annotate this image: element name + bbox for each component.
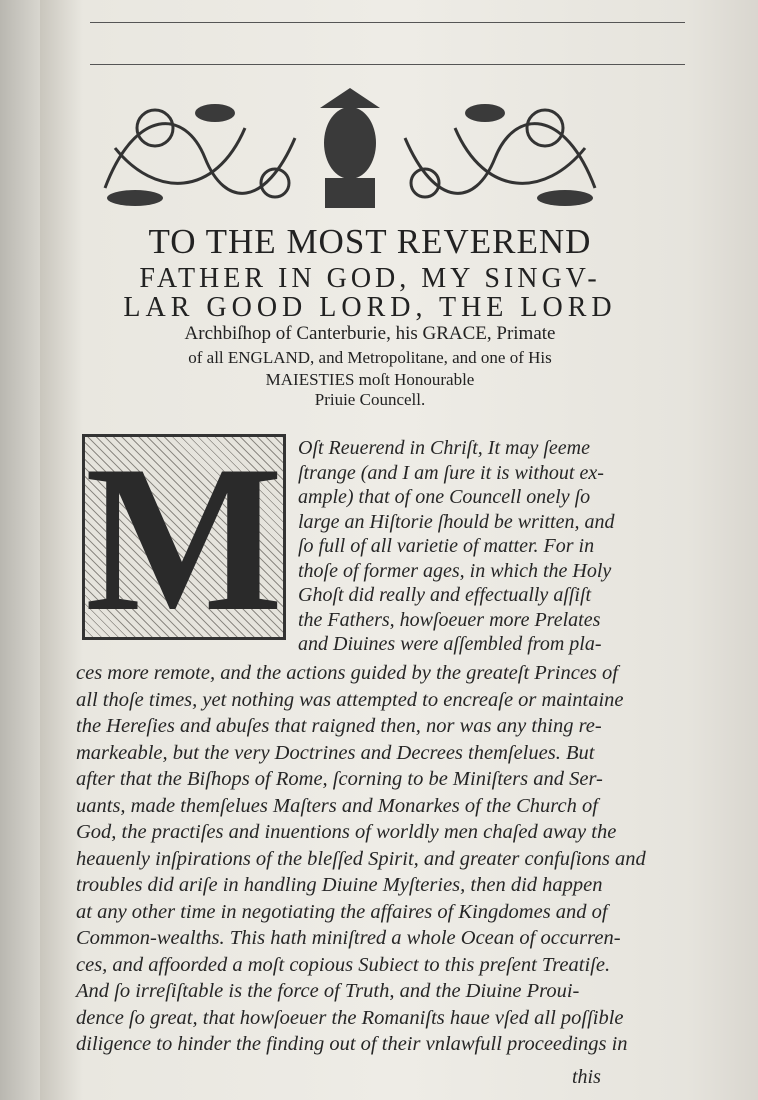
text-line: thoſe of former ages, in which the Holy (298, 559, 612, 582)
heading-line-7: Priuie Councell. (314, 390, 426, 409)
facing-page-edge (0, 0, 40, 1100)
decorated-initial (82, 423, 286, 655)
text-line: large an Hiſtorie ſhould be written, and (298, 510, 615, 533)
text-line: Oſt Reuerend in Chriſt, It may ſeeme (298, 437, 590, 459)
text-line: Common-wealths. This hath miniſtred a whole Ocean of occurren- (76, 927, 621, 949)
text-line: all thoſe times, yet nothing was attempted to encreaſe or maintaine (76, 688, 624, 711)
text-line: dence ſo great, that howſoeuer the Romaniſts haue vſed all poſſible (76, 1006, 624, 1029)
heading-line-1: TO THE MOST REVEREND (148, 222, 592, 261)
catchword: this (572, 1066, 601, 1088)
text-line: at any other time in negotiating the affaires of Kingdomes and of (76, 900, 608, 923)
text-line: and Diuines were aſſembled from pla- (298, 633, 602, 655)
initial-letter: M (85, 423, 284, 655)
text-line: Ghoſt did really and effectually aſſiſt (298, 584, 592, 606)
text-line: troubles did ariſe in handling Diuine Myſteries, then did happen (76, 874, 603, 896)
text-line: And ſo irreſiſtable is the force of Truth, and the Diuine Proui- (76, 980, 580, 1002)
text-line: God, the practiſes and inuentions of worldly men chaſed away the (76, 821, 617, 843)
heading-line-4: Archbiſhop of Canterburie, his GRACE, Primate (184, 323, 556, 344)
text-line: the Hereſies and abuſes that raigned then, nor was any thing re- (76, 715, 602, 737)
heading-line-3: LAR GOOD LORD, THE LORD (123, 292, 617, 323)
text-line: ſtrange (and I am ſure it is without ex- (298, 461, 604, 484)
text-line: ces, and affoorded a moſt copious Subiect to this preſent Treatiſe. (76, 953, 611, 976)
text-line: markeable, but the very Doctrines and Decrees themſelues. But (76, 741, 595, 764)
body-text (76, 660, 646, 1058)
heading-line-2: FATHER IN GOD, MY SINGV- (139, 263, 601, 294)
column-text (298, 436, 614, 657)
top-rule (90, 22, 685, 23)
text-line: ces more remote, and the actions guided by the greateſt Princes of (76, 662, 618, 684)
header-rule (90, 64, 685, 65)
ornamental-headpiece (95, 88, 605, 216)
heading-line-6: MAIESTIES moſt Honourable (265, 370, 475, 389)
text-line: diligence to hinder the finding out of their vnlawfull proceedings in (76, 1033, 628, 1055)
text-line: ample) that of one Councell onely ſo (298, 486, 591, 508)
text-line: the Fathers, howſoeuer more Prelates (298, 608, 601, 631)
text-line: ſo full of all varietie of matter. For in (298, 535, 595, 557)
text-line: heauenly inſpirations of the bleſſed Spirit, and greater confuſions and (76, 847, 646, 870)
text-line: uants, made themſelues Maſters and Monarkes of the Church of (76, 794, 598, 817)
heading-line-5: of all ENGLAND, and Metropolitane, and one of His (188, 348, 552, 367)
text-line: after that the Biſhops of Rome, ſcorning to be Miniſters and Ser- (76, 768, 603, 790)
